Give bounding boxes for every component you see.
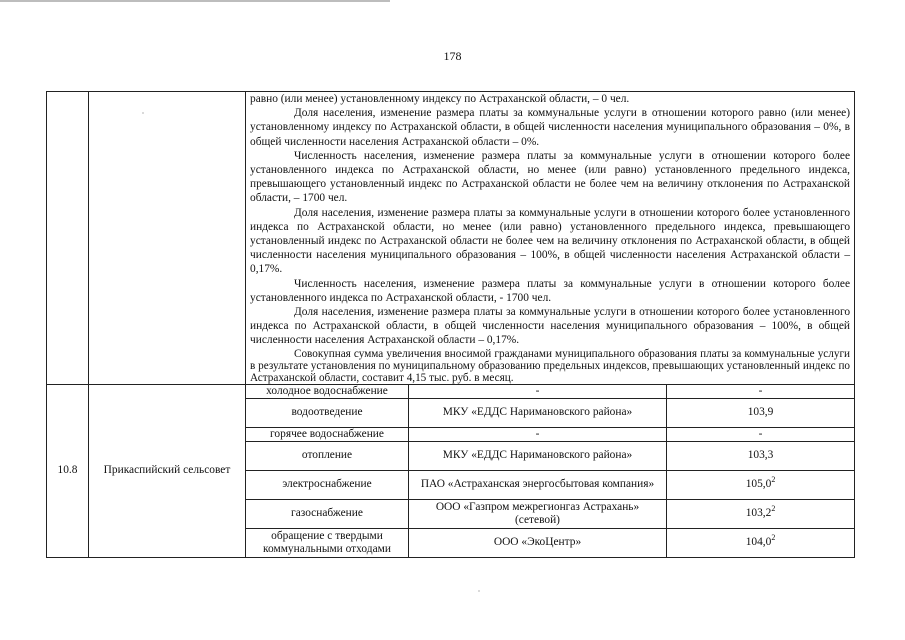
index-value: [667, 427, 855, 441]
index-value: [667, 528, 855, 557]
index-number: 105,0: [745, 478, 772, 491]
entry-number: 10.8: [47, 384, 89, 557]
table-row: [47, 384, 855, 398]
scan-speck: [478, 590, 480, 592]
footnote-mark: 2: [771, 533, 776, 543]
service-name: холодное водоснабжение: [246, 384, 409, 398]
provider-name: ООО «Газпром межрегионгаз Астрахань» (сетевой): [409, 499, 667, 528]
index-value: [667, 441, 855, 470]
scan-top-edge: [0, 0, 390, 2]
continued-row: [47, 92, 855, 385]
service-name: газоснабжение: [246, 499, 409, 528]
index-value: [667, 384, 855, 398]
provider-name: МКУ «ЕДДС Наримановского района»: [409, 441, 667, 470]
paragraph: Доля населения, изменение размера платы за коммунальные услуги в отношении которого более установленного индекса по Астраханской области, но менее (или равно) установленного предельного индекса, превышающего установленный индекс по Астраханской области не более чем на величину отклонения по Астраханской области, в общей численности населения муниципального образования – 100%, в общей численности населения Астраханской области – 0,17%.: [250, 206, 851, 276]
index-number: 103,2: [745, 507, 772, 520]
scan-speck: [142, 112, 144, 114]
index-number: 103,3: [747, 449, 774, 462]
continued-name-cell: [89, 92, 246, 385]
provider-name: ПАО «Астраханская энергосбытовая компания»: [409, 470, 667, 499]
provider-name: МКУ «ЕДДС Наримановского района»: [409, 398, 667, 427]
index-value: [667, 499, 855, 528]
index-number: 103,9: [747, 406, 774, 419]
provider-name: -: [409, 427, 667, 441]
service-name: горячее водоснабжение: [246, 427, 409, 441]
provider-name: ООО «ЭкоЦентр»: [409, 528, 667, 557]
tariff-table: [46, 91, 855, 558]
entry-name: Прикаспийский сельсовет: [89, 384, 246, 557]
paragraph: равно (или менее) установленному индексу по Астраханской области, – 0 чел.: [250, 93, 630, 105]
paragraph: Численность населения, изменение размера платы за коммунальные услуги в отношении которого более установленного индекса по Астраханской области, - 1700 чел.: [250, 277, 851, 304]
index-value: [667, 398, 855, 427]
service-name: отопление: [246, 441, 409, 470]
page-number: 178: [443, 49, 462, 63]
index-number: 104,0: [745, 536, 772, 549]
provider-name: -: [409, 384, 667, 398]
paragraph: Доля населения, изменение размера платы за коммунальные услуги в отношении которого равно (или менее) установленному индексу по Астраханской области, в общей численности населения муниципального образования – 0%, в общей численности населения Астраханской области – 0%.: [250, 107, 851, 148]
footnote-mark: 2: [771, 504, 776, 514]
paragraph: Численность населения, изменение размера платы за коммунальные услуги в отношении которого более установленного индекса по Астраханской области, но менее (или равно) установленного предельного индекса, превышающего установленный индекс по Астраханской области не более чем на величину отклонения по Астраханской области, – 1700 чел.: [250, 149, 851, 205]
service-name: водоотведение: [246, 398, 409, 427]
index-value: [667, 470, 855, 499]
index-number: -: [758, 384, 763, 397]
paragraph: Совокупная сумма увеличения вносимой гражданами муниципального образования платы за коммунальные услуги в результате установления по муниципальному образованию предельных индексов, превышающих установленный индекс по Астраханской области, составит 4,15 тыс. руб. в месяц.: [250, 347, 851, 384]
paragraph: Доля населения, изменение размера платы за коммунальные услуги в отношении которого более установленного индекса по Астраханской области, в общей численности населения муниципального образования – 100%, в общей численности населения Астраханской области – 0,17%.: [250, 306, 851, 347]
continued-text-cell: [246, 92, 855, 385]
index-number: -: [758, 427, 763, 440]
continued-number-cell: [47, 92, 89, 385]
service-name: обращение с твердыми коммунальными отходами: [246, 528, 409, 557]
service-name: электроснабжение: [246, 470, 409, 499]
footnote-mark: 2: [771, 475, 776, 485]
